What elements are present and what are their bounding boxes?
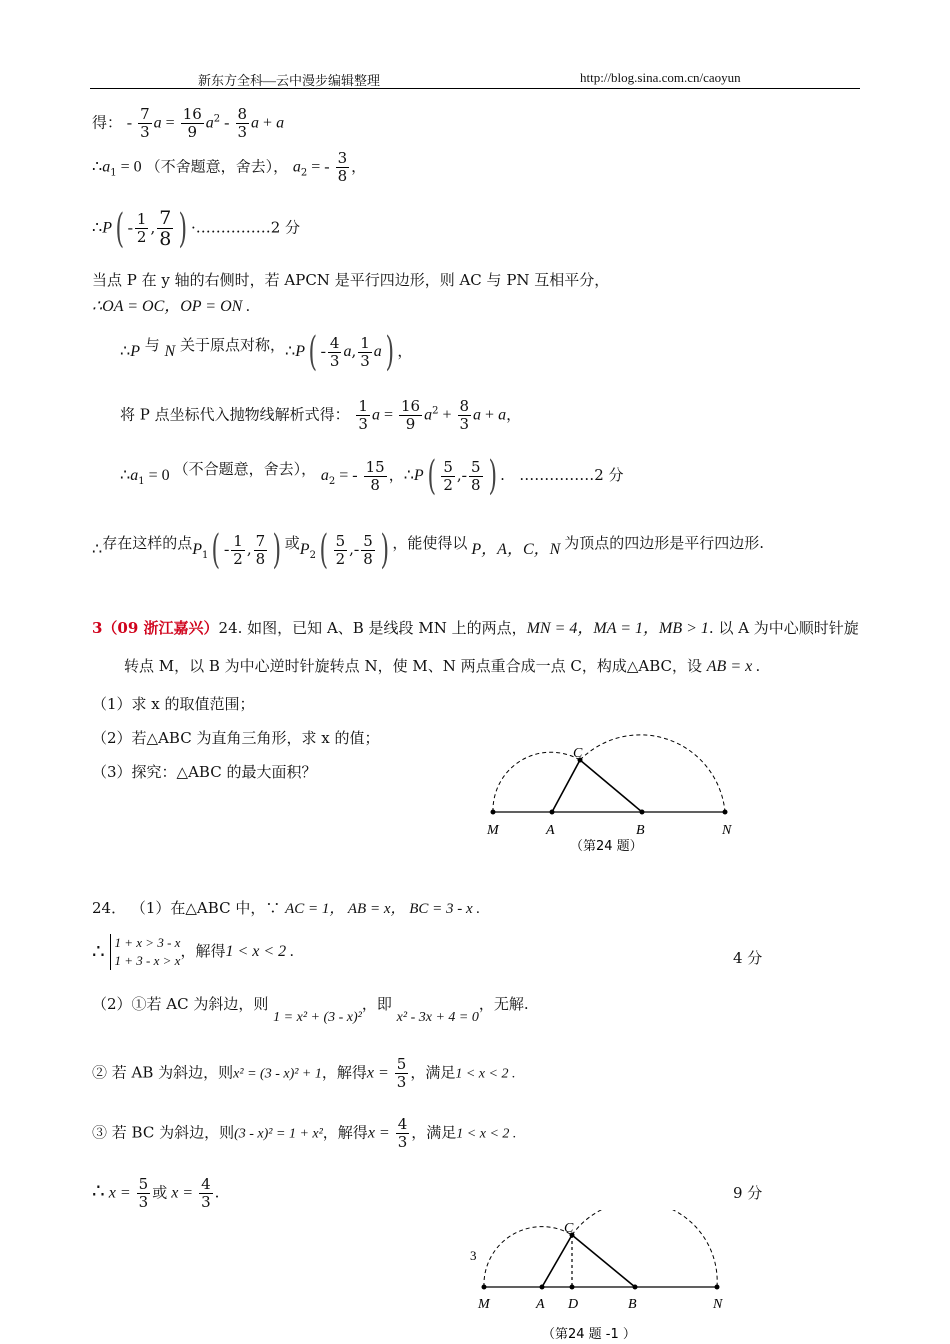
arc-nb-2: [572, 1210, 717, 1287]
label-b-2: B: [628, 1297, 637, 1312]
sol-line-4: 当点 P 在 y 轴的右侧时，若 APCN 是平行四边形，则 AC 与 PN 互相平分，: [92, 271, 610, 289]
score: ·……………2 分: [190, 218, 301, 237]
point-n: [723, 810, 728, 815]
label-a-2: A: [536, 1297, 545, 1312]
score: ……………2 分: [519, 466, 624, 484]
label-d-2: D: [568, 1297, 579, 1312]
label-c-2: C: [564, 1221, 574, 1236]
arc-nb: [580, 735, 725, 812]
point-m-2: [482, 1285, 487, 1290]
answer-5: ③ 若 BC 为斜边，则(3 - x)² = 1 + x²，解得x = $\frac{4}{3}$ ，满足1 < x < 2 .: [92, 1115, 517, 1151]
label-b: B: [636, 823, 645, 838]
label-c: C: [573, 746, 583, 761]
arc-ma: [493, 752, 580, 812]
label-n-2: N: [713, 1297, 723, 1312]
answer-3: （2）①若 AC 为斜边，则 1 = x² + (3 - x)²，即 x² - 3x + 4 = 0，无解.: [92, 995, 529, 1025]
sol-line-6: ∴P 与 N 关于原点对称，∴P( - $\frac{4}{3}$ a, $\frac{1}{3}$ a) ，: [120, 329, 413, 375]
figure-caption: （第24 题）: [570, 839, 643, 854]
score-9: 9 分: [733, 1184, 763, 1202]
side-bc-2: [572, 1235, 635, 1287]
answer-6: ∴ x = $\frac{5}{3}$ 或 x = $\frac{4}{3}$ .: [92, 1175, 220, 1211]
point-d-2: [570, 1285, 575, 1290]
sol-line-2: $\therefore a_1 = 0$ （不舍题意，舍去）， $a_2$ = - $\frac{3}{8}$ ，: [92, 149, 367, 185]
label-n: N: [722, 823, 732, 838]
side-ac-2: [542, 1235, 572, 1287]
point-b-2: [633, 1285, 638, 1290]
sol-line-1: 得： - $\frac{7}{3}$ a = $\frac{16}{9}$ $a^2$ - $\frac{8}{3}$ a + a: [92, 105, 285, 141]
label-m: M: [487, 823, 499, 838]
problem-stem-2: 转点 M，以 B 为中心逆时针旋转点 N，使 M、N 两点重合成一点 C，构成△ABC，设 AB = x .: [124, 657, 761, 675]
answer-2: ∴ 1 + x > 3 - x 1 + 3 - x > x ，解得1 < x < 2 .: [92, 935, 295, 968]
header-right[interactable]: http://blog.sina.com.cn/caoyun: [580, 70, 741, 85]
frac: $\frac{7}{3}$: [140, 105, 150, 141]
sol-line-5: ∴OA = OC，OP = ON .: [92, 298, 251, 315]
point-b: [640, 810, 645, 815]
point-a: [550, 810, 555, 815]
score-4: 4 分: [733, 949, 763, 967]
question-3: （3）探究：△ABC 的最大面积？: [92, 763, 317, 781]
header-left: 新东方全科—云中漫步编辑整理: [198, 73, 381, 88]
figure-caption-2: （第24 题 -1 ）: [542, 1327, 636, 1342]
label-a: A: [546, 823, 555, 838]
point-a-2: [540, 1285, 545, 1290]
figure-24-1: [462, 1210, 752, 1344]
point-m: [491, 810, 496, 815]
header-rule: [90, 88, 860, 89]
side-ac: [552, 760, 580, 812]
sol-line-9: ∴存在这样的点$P_1$( - $\frac{1}{2}$ , $\frac{7}{8}$ ) 或$P_2$( $\frac{5}{2}$ ,- $\frac{5}{8}$ ) ，能使得以 P，A，C，N 为顶点的四边形是平行四边形.: [92, 527, 765, 573]
sol-line-3: ∴P( - $\frac{1}{2}$ , $\frac{7}{8}$ ) ·……………2 分: [92, 205, 301, 252]
side-bc: [580, 760, 642, 812]
sol-line-8: $\therefore a_1 = 0$ （不合题意，舍去）， $a_2$ = - $\frac{15}{8}$ ，∴P( $\frac{5}{2}$ ,- $\frac{5}{8}$ ) . ……………2 分: [120, 453, 624, 499]
side-label: 3: [470, 1248, 477, 1263]
label-m-2: M: [478, 1297, 490, 1312]
sol-line-7: 将 P 点坐标代入抛物线解析式得： $\frac{1}{3}$ a = $\frac{16}{9}$ $a^2$ + $\frac{8}{3}$ a + a，: [120, 397, 522, 433]
answer-1: 24． （1）在△ABC 中，∵ AC = 1， AB = x， BC = 3 - x .: [92, 899, 481, 917]
question-1: （1）求 x 的取值范围；: [92, 695, 255, 713]
problem-stem-1: 3（09 浙江嘉兴）24. 如图，已知 A、B 是线段 MN 上的两点，MN = 4，MA = 1，MB > 1. 以 A 为中心顺时针旋: [92, 619, 859, 637]
point-n-2: [715, 1285, 720, 1290]
question-2: （2）若△ABC 为直角三角形，求 x 的值；: [92, 729, 380, 747]
figure-24: [470, 720, 750, 860]
inequality-system: 1 + x > 3 - x 1 + 3 - x > x: [110, 934, 181, 970]
answer-4: ② 若 AB 为斜边，则x² = (3 - x)² + 1，解得x = $\frac{5}{3}$ ，满足1 < x < 2 .: [92, 1055, 516, 1091]
